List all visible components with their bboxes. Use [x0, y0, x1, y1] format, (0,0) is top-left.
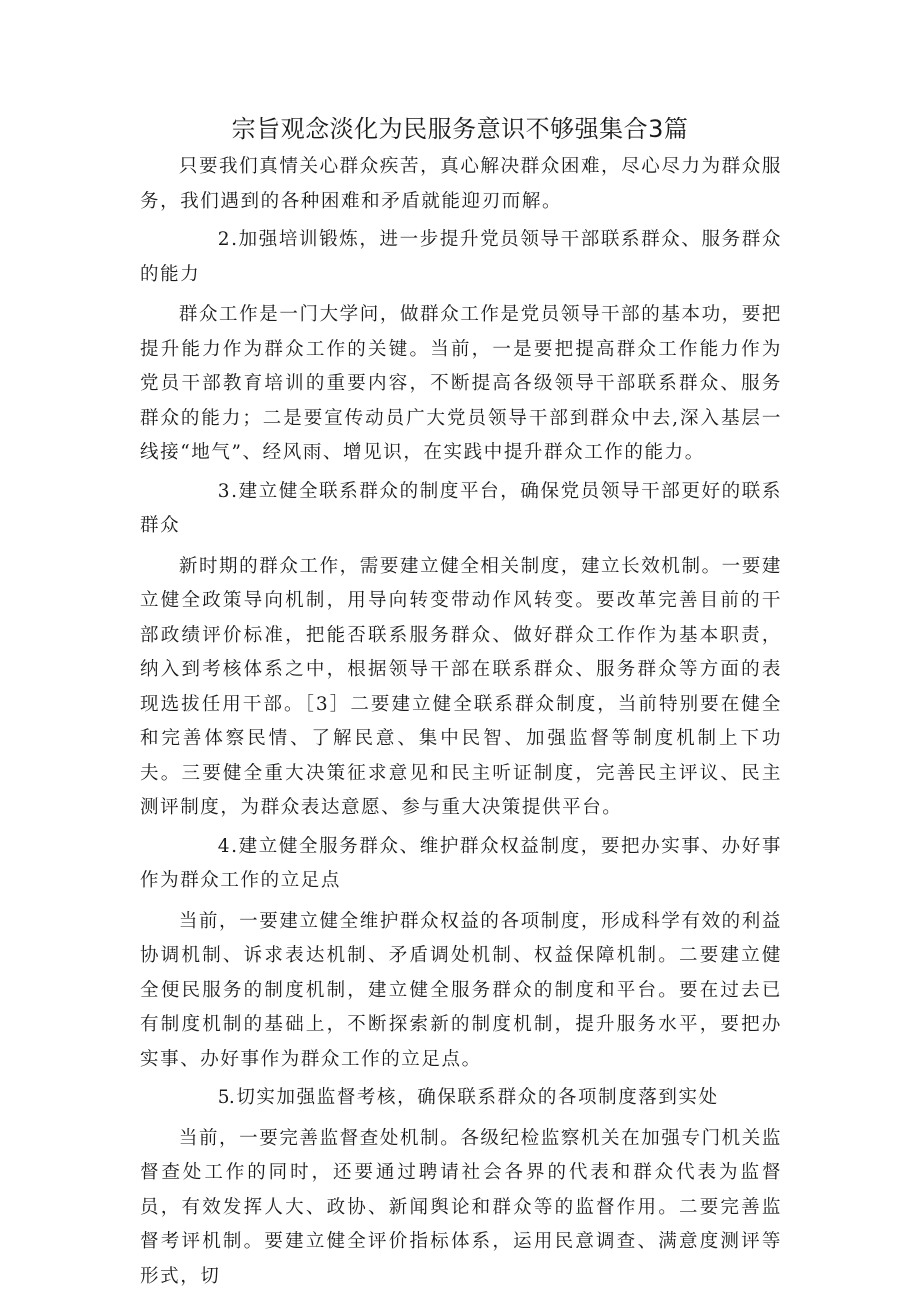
- section-heading-text: .建立健全服务群众、维护群众权益制度，要把办实事、办好事作为群众工作的立足点: [140, 835, 782, 891]
- section-number: 4: [217, 835, 232, 857]
- paragraph: [140, 905, 782, 1078]
- paragraph-text: 新时期的群众工作，需要建立健全相关制度，建立长效机制。一要建立健全政策导向机制，用导向转变带动作风转变。要改革完善目前的干部政绩评价标准，把能否联系服务群众、做好群众工作作为基本职责，纳入到考核体系之中，根据领导干部在联系群众、服务群众等方面的表现选拔任用干部。［3］二要建立健全联系群众制度，当前特别要在健全和完善体察民情、了解民意、集中民智、加强监督等制度机制上下功夫。三要健全重大决策征求意见和民主听证制度，完善民主评议、民主测评制度，为群众表达意愿、参与重大决策提供平台。: [140, 555, 782, 818]
- section-heading-text: .切实加强监督考核，确保联系群众的各项制度落到实处: [228, 1087, 719, 1108]
- section-number: 3: [217, 480, 232, 502]
- section-heading-3: [140, 475, 782, 544]
- section-number: 5: [217, 1087, 232, 1108]
- section-heading-text: .建立健全联系群众的制度平台，确保党员领导干部更好的联系群众: [140, 480, 782, 536]
- document-body: [140, 150, 782, 1294]
- paragraph-text: 当前，一要建立健全维护群众权益的各项制度，形成科学有效的利益协调机制、诉求表达机制、矛盾调处机制、权益保障机制。二要建立健全便民服务的制度机制，建立健全服务群众的制度和平台。要在过去已有制度机制的基础上，不断探索新的制度机制，提升服务水平，要把办实事、办好事作为群众工作的立足点。: [140, 910, 782, 1070]
- paragraph: [140, 298, 782, 471]
- paragraph: [140, 1122, 782, 1295]
- document-title: 宗旨观念淡化为民服务意识不够强集合3篇: [231, 115, 689, 143]
- section-heading-2: [140, 223, 782, 292]
- paragraph: [140, 550, 782, 826]
- section-heading-text: .加强培训锻炼，进一步提升党员领导干部联系群众、服务群众的能力: [140, 229, 782, 285]
- section-number: 2: [217, 229, 232, 250]
- paragraph-text: 群众工作是一门大学问，做群众工作是党员领导干部的基本功，要把提升能力作为群众工作的关键。当前，一是要把提高群众工作能力作为党员干部教育培训的重要内容，不断提高各级领导干部联系群众、服务群众的能力；二是要宣传动员广大党员领导干部到群众中去,深入基层一线接“地气”、经风雨、增见识，在实践中提升群众工作的能力。: [140, 304, 782, 463]
- paragraph-text: 当前，一要完善监督查处机制。各级纪检监察机关在加强专门机关监督查处工作的同时，还要通过聘请社会各界的代表和群众代表为监督员，有效发挥人大、政协、新闻舆论和群众等的监督作用。二要完善监督考评机制。要建立健全评价指标体系，运用民意调查、满意度测评等形式，切: [140, 1127, 782, 1287]
- section-heading-4: [140, 830, 782, 899]
- paragraph-text: 只要我们真情关心群众疾苦，真心解决群众困难，尽心尽力为群众服务，我们遇到的各种困难和矛盾就能迎刃而解。: [140, 156, 782, 212]
- section-heading-5: [140, 1081, 782, 1116]
- paragraph: [140, 150, 782, 219]
